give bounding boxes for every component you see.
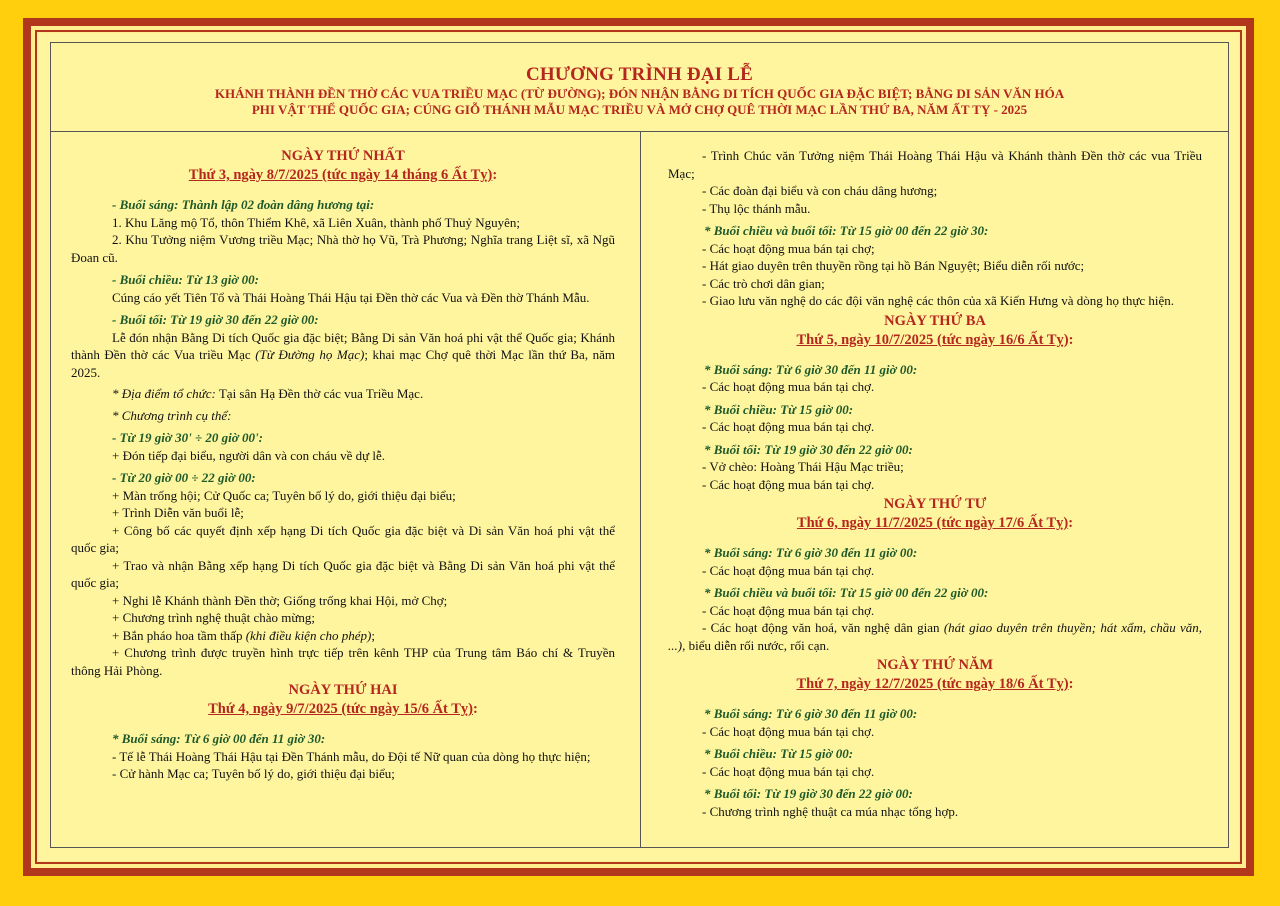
day3-heading: NGÀY THỨ BA [884, 312, 986, 329]
day4-culture-b: (hát giao duyên trên thuyền; hát xẩm, chầu văn, ...) [668, 620, 1203, 653]
day4-morning-item: - Các hoạt động mua bán tại chợ. [702, 562, 875, 578]
day3-evening-item: - Vở chèo: Hoàng Thái Hậu Mạc triều; [702, 459, 904, 474]
day1-fireworks [71, 627, 615, 645]
day3-date: Thứ 5, ngày 10/7/2025 (tức ngày 16/6 Ất Tỵ) [796, 331, 1069, 348]
day2-heading: NGÀY THỨ HAI [288, 682, 398, 698]
column-divider [640, 131, 641, 847]
day1-heading: NGÀY THỨ NHẤT [281, 148, 405, 164]
day1-slot1-title: - Từ 19 giờ 30' ÷ 20 giờ 00': [112, 430, 263, 445]
day1-evening-text-c: ; khai mạc Chợ quê thời Mạc lần thứ Ba, năm 2025. [71, 347, 615, 380]
day4-date: Thứ 6, ngày 11/7/2025 (tức ngày 17/6 Ất Tỵ) [796, 515, 1069, 531]
day4-culture-a: - Các hoạt động văn hoá, văn nghệ dân gian [702, 620, 944, 635]
day2-date-line: Thứ 4, ngày 9/7/2025 (tức ngày 15/6 Ất Tỵ): [208, 701, 478, 717]
day2-evening-item: - Hát giao duyên trên thuyền rồng tại hồ Bán Nguyệt; Biểu diễn rối nước; [702, 258, 1085, 273]
day2-morning-item: - Các đoàn đại biểu và con cháu dâng hương; [702, 183, 938, 198]
day2-evening-item: - Các hoạt động mua bán tại chợ; [702, 240, 875, 256]
left-column [71, 147, 615, 783]
day1-place [71, 385, 615, 403]
day1-fireworks-c: ; [371, 627, 375, 643]
day1-morning-title: - Buổi sáng: Thành lập 02 đoàn dâng hương tại: [112, 197, 375, 212]
day3-afternoon-title: * Buổi chiều: Từ 15 giờ 00: [704, 401, 854, 417]
day1-slot2-item: + Công bố các quyết định xếp hạng Di tích Quốc gia đặc biệt và Di sản Văn hoá phi vật thể quốc gia; [71, 522, 615, 555]
day1-fireworks-a: + Bắn pháo hoa tầm thấp [112, 627, 246, 643]
day2-evening-title: * Buổi chiều và buổi tối: Từ 15 giờ 00 đến 22 giờ 30: [704, 223, 989, 238]
day1-slot2-item: + Chương trình nghệ thuật chào mừng; [112, 610, 316, 625]
day5-heading: NGÀY THỨ NĂM [876, 657, 994, 673]
day3-date-line: Thứ 5, ngày 10/7/2025 (tức ngày 16/6 Ất Tỵ): [796, 331, 1074, 348]
subtitle-line-2: PHI VẬT THỂ QUỐC GIA; CÚNG GIỖ THÁNH MẪU MẠC TRIỀU VÀ MỞ CHỢ QUÊ THỜI MẠC LẦN THỨ BA, NĂM ẤT TỴ - 2025 [251, 102, 1028, 117]
day2-morning-item: - Cử hành Mạc ca; Tuyên bố lý do, giới thiệu đại biểu; [112, 766, 395, 781]
day1-morning-item-1: 1. Khu Lăng mộ Tổ, thôn Thiểm Khê, xã Liên Xuân, thành phố Thuỷ Nguyên; [112, 214, 520, 230]
day1-evening-text-b: (Từ Đường họ Mạc) [255, 347, 365, 362]
day4-heading: NGÀY THỨ TƯ [883, 496, 987, 512]
day2-morning-title: * Buổi sáng: Từ 6 giờ 00 đến 11 giờ 30: [112, 731, 326, 746]
day1-slot2-item: + Trao và nhận Bằng xếp hạng Di tích Quốc gia đặc biệt và Bằng Di sản Văn hoá phi vật thể quốc gia; [71, 557, 615, 590]
day4-culture-c: , biểu diễn rối nước, rối cạn. [682, 637, 830, 653]
day4-culture [668, 619, 1202, 654]
day1-evening-title: - Buổi tối: Từ 19 giờ 30 đến 22 giờ 00: [112, 312, 319, 327]
day2-evening-item: - Các trò chơi dân gian; [702, 275, 825, 291]
day5-evening-item: - Chương trình nghệ thuật ca múa nhạc tổng hợp. [702, 803, 959, 819]
day5-date-line: Thứ 7, ngày 12/7/2025 (tức ngày 18/6 Ất Tỵ): [796, 676, 1074, 692]
day1-broadcast: + Chương trình được truyền hình trực tiếp trên kênh THP của Trung tâm Báo chí & Truyền thông Hải Phòng. [71, 645, 615, 678]
day1-program-label: * Chương trình cụ thể: [112, 407, 232, 423]
day4-evening-item: - Các hoạt động mua bán tại chợ. [702, 602, 875, 618]
day1-evening-text [71, 329, 615, 382]
day3-afternoon-item: - Các hoạt động mua bán tại chợ. [702, 419, 875, 434]
day2-morning-item: - Thụ lộc thánh mẫu. [702, 200, 811, 216]
day4-date-line: Thứ 6, ngày 11/7/2025 (tức ngày 17/6 Ất Tỵ): [796, 515, 1074, 531]
day1-date-line: Thứ 3, ngày 8/7/2025 (tức ngày 14 tháng 6 Ất Tỵ): [188, 167, 498, 183]
day1-slot2-item: + Màn trống hội; Cử Quốc ca; Tuyên bố lý do, giới thiệu đại biểu; [112, 487, 456, 503]
day5-morning-title: * Buổi sáng: Từ 6 giờ 30 đến 11 giờ 00: [704, 706, 918, 721]
program-sheet [38, 33, 1239, 861]
day1-afternoon-text: Cúng cáo yết Tiên Tổ và Thái Hoàng Thái Hậu tại Đền thờ các Vua và Đền thờ Thánh Mẫu. [112, 289, 590, 305]
day1-place-label: * Địa điểm tổ chức: [112, 386, 216, 401]
day2-morning-item: - Tế lễ Thái Hoàng Thái Hậu tại Đền Thánh mẫu, do Đội tế Nữ quan của dòng họ thực hiện; [112, 748, 591, 764]
day5-evening-title: * Buổi tối: Từ 19 giờ 30 đến 22 giờ 00: [704, 786, 913, 801]
subtitle-line-1: KHÁNH THÀNH ĐỀN THỜ CÁC VUA TRIỀU MẠC (TỪ ĐƯỜNG); ĐÓN NHẬN BẰNG DI TÍCH QUỐC GIA ĐẶC BIỆT; BẰNG DI SẢN VĂN HÓA [214, 86, 1065, 101]
header [51, 43, 1228, 132]
day3-evening-item: - Các hoạt động mua bán tại chợ. [702, 476, 875, 492]
day1-slot2-item: + Nghi lễ Khánh thành Đền thờ; Giống trống khai Hội, mở Chợ; [112, 592, 448, 608]
page-title: CHƯƠNG TRÌNH ĐẠI LỄ [525, 64, 754, 85]
day1-slot2-item: + Trình Diễn văn buổi lễ; [112, 505, 244, 520]
day3-morning-item: - Các hoạt động mua bán tại chợ. [702, 379, 875, 394]
day3-evening-title: * Buổi tối: Từ 19 giờ 30 đến 22 giờ 00: [704, 441, 913, 457]
day2-evening-item: - Giao lưu văn nghệ do các đội văn nghệ các thôn của xã Kiến Hưng và dòng họ thực hiện. [702, 293, 1175, 308]
day2-morning-item: - Trình Chúc văn Tưởng niệm Thái Hoàng Thái Hậu và Khánh thành Đền thờ các vua Triều Mạc; [668, 148, 1202, 181]
program-box [50, 42, 1229, 848]
day5-afternoon-item: - Các hoạt động mua bán tại chợ. [702, 763, 875, 779]
day1-slot2-title: - Từ 20 giờ 00 ÷ 22 giờ 00: [112, 470, 256, 485]
day1-fireworks-b: (khi điều kiện cho phép) [245, 627, 372, 643]
day1-afternoon-title: - Buổi chiều: Từ 13 giờ 00: [112, 272, 259, 287]
day5-afternoon-title: * Buổi chiều: Từ 15 giờ 00: [704, 746, 854, 761]
day2-date: Thứ 4, ngày 9/7/2025 (tức ngày 15/6 Ất Tỵ) [208, 701, 473, 717]
day1-place-value: Tại sân Hạ Đền thờ các vua Triều Mạc. [215, 386, 424, 401]
day4-evening-title: * Buổi chiều và buổi tối: Từ 15 giờ 00 đến 22 giờ 00: [704, 585, 989, 600]
day1-date: Thứ 3, ngày 8/7/2025 (tức ngày 14 tháng 6 Ất Tỵ) [188, 167, 493, 183]
right-column [668, 147, 1202, 820]
day5-morning-item: - Các hoạt động mua bán tại chợ. [702, 723, 875, 739]
day1-morning-item-2: 2. Khu Tưởng niệm Vương triều Mạc; Nhà thờ họ Vũ, Trà Phương; Nghĩa trang Liệt sĩ, xã Ngũ Đoan cũ. [71, 232, 615, 265]
day1-slot1-item: + Đón tiếp đại biểu, người dân và con cháu về dự lễ. [112, 447, 386, 463]
day4-morning-title: * Buổi sáng: Từ 6 giờ 30 đến 11 giờ 00: [704, 545, 918, 560]
day1-evening-text-a: Lễ đón nhận Bằng Di tích Quốc gia đặc biệt; Bằng Di sản Văn hoá phi vật thể Quốc gia; Khánh thành Đền thờ các Vua triều Mạc [71, 329, 615, 362]
day5-date: Thứ 7, ngày 12/7/2025 (tức ngày 18/6 Ất Tỵ) [796, 676, 1069, 692]
day3-morning-title: * Buổi sáng: Từ 6 giờ 30 đến 11 giờ 00: [704, 361, 918, 377]
